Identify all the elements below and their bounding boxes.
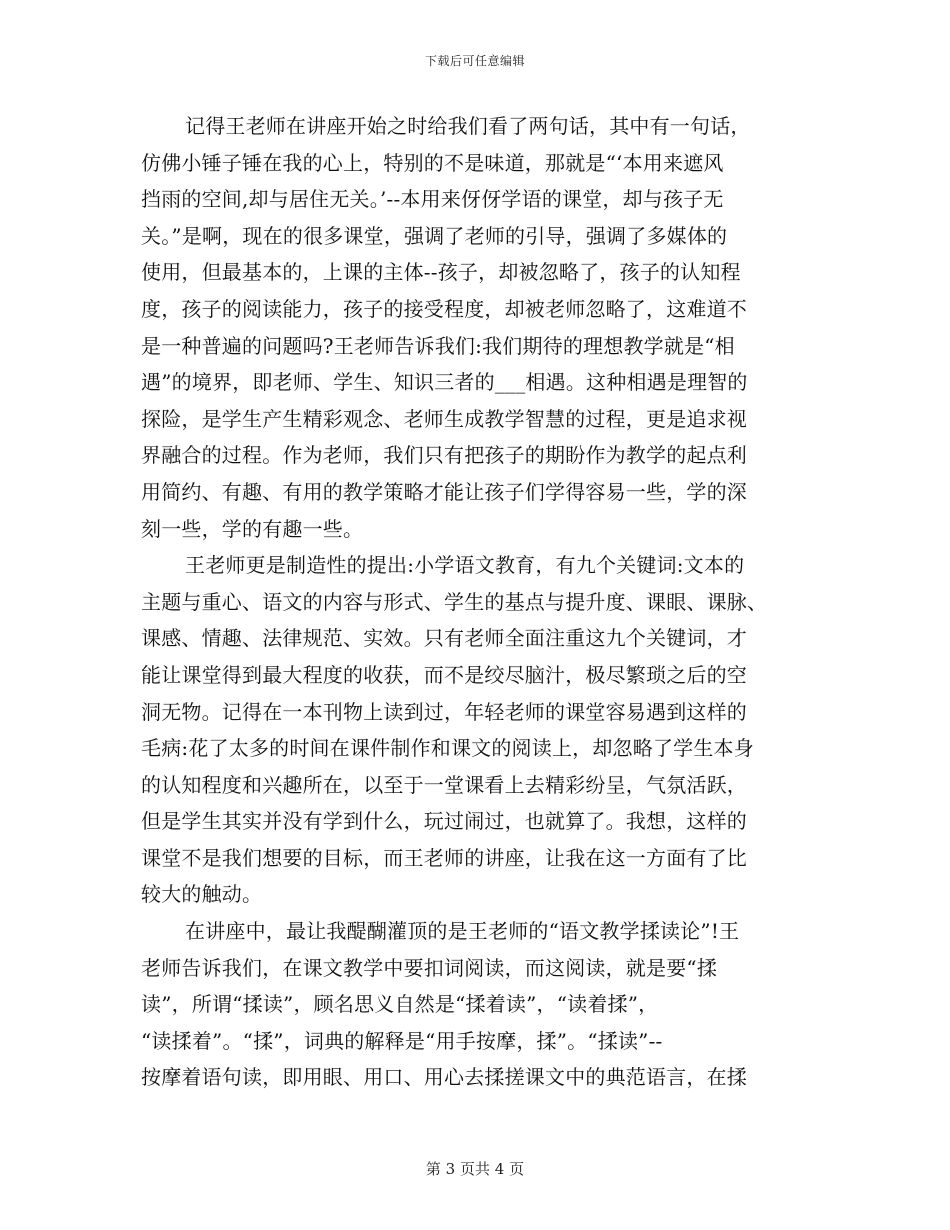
text-line: 用简约、有趣、有用的教学策略才能让孩子们学得容易一些，学的深 [141,479,747,504]
text-line: 度，孩子的阅读能力，孩子的接受程度，却被老师忽略了，这难道不 [141,296,747,321]
text-line: 能让课堂得到最大程度的收获，而不是绞尽脑汁，极尽繁琐之后的空 [141,662,747,687]
page-header: 下载后可任意编辑 [424,54,525,68]
text-line: 是一种普遍的问题吗?王老师告诉我们:我们期待的理想教学就是“相 [141,333,735,358]
paragraph-2 [141,547,806,913]
text-line: 关。”是啊，现在的很多课堂，强调了老师的引导，强调了多媒体的 [141,223,728,248]
text-line: 洞无物。记得在一本刊物上读到过，年轻老师的课堂容易遇到这样的 [141,699,747,724]
text-line: 较大的触动。 [141,882,263,907]
text-line: 的认知程度和兴趣所在，以至于一堂课看上去精彩纷呈，气氛活跃， [141,772,747,797]
document-body [141,108,806,1096]
paragraph-3 [141,913,806,1096]
text-line: 挡雨的空间,却与居住无关。’--本用来伢伢学语的课堂，却与孩子无 [141,187,724,212]
text-line: 探险，是学生产生精彩观念、老师生成教学智慧的过程，更是追求视 [141,406,747,431]
text-line: “读揉着”。“揉”，词典的解释是“用手按摩，揉”。“揉读”-- [141,1028,663,1053]
text-line: 记得王老师在讲座开始之时给我们看了两句话，其中有一句话， [185,114,751,138]
text-line: 课感、情趣、法律规范、实效。只有老师全面注重这九个关键词，才 [141,626,747,651]
text-line: 但是学生其实并没有学到什么，玩过闹过，也就算了。我想，这样的 [141,809,747,834]
text-line: 毛病:花了太多的时间在课件制作和课文的阅读上，却忽略了学生本身 [141,736,754,761]
text-line: 界融合的过程。作为老师，我们只有把孩子的期盼作为教学的起点利 [141,443,747,468]
text-line: 遇”的境界，即老师、学生、知识三者的___相遇。这种相遇是理智的 [141,370,748,395]
text-line: 在讲座中，最让我醍醐灌顶的是王老师的“语文教学揉读论”!王 [185,919,740,944]
page-footer: 第 3 页共 4 页 [425,1160,525,1178]
text-line: 老师告诉我们，在课文教学中要扣词阅读，而这阅读，就是要“揉 [141,955,718,980]
paragraph-1 [141,108,806,547]
text-line: 读”，所谓“揉读”，顾名思义自然是“揉着读”，“读着揉”， [141,992,659,1017]
text-line: 按摩着语句读，即用眼、用口、用心去揉搓课文中的典范语言，在揉 [141,1065,747,1090]
text-line: 刻一些，学的有趣一些。 [141,516,364,541]
text-line: 课堂不是我们想要的目标，而王老师的讲座，让我在这一方面有了比 [141,845,747,870]
text-line: 仿佛小锤子锤在我的心上，特别的不是味道，那就是“‘本用来遮风 [141,150,724,175]
text-line: 王老师更是制造性的提出:小学语文教育，有九个关键词:文本的 [185,553,745,578]
text-line: 使用，但最基本的，上课的主体--孩子，却被忽略了，孩子的认知程 [141,260,741,285]
text-line: 主题与重心、语文的内容与形式、学生的基点与提升度、课眼、课脉、 [141,589,768,614]
